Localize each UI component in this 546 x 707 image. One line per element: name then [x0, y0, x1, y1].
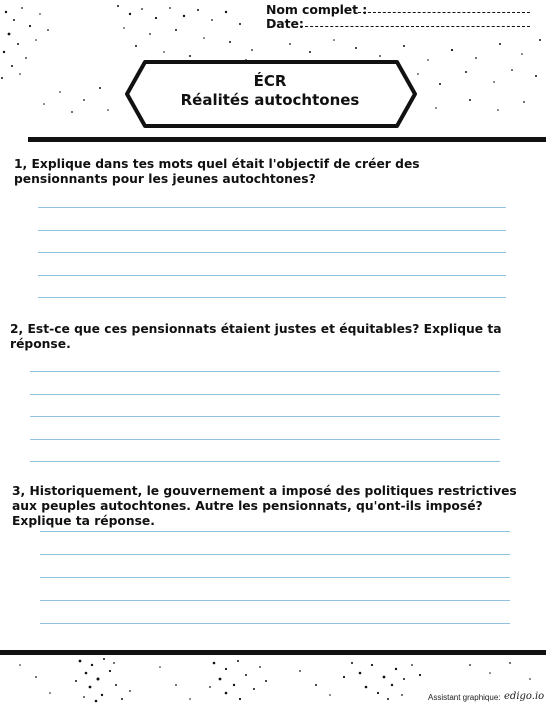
answer-line[interactable]	[40, 600, 510, 601]
answer-line[interactable]	[40, 531, 510, 532]
question-2-text: 2, Est-ce que ces pensionnats étaient justes et équitables? Explique ta réponse.	[10, 322, 502, 351]
footer-credit-label: Assistant graphique:	[428, 693, 501, 702]
date-field-line[interactable]	[300, 26, 530, 27]
top-divider	[28, 137, 546, 142]
answer-line[interactable]	[40, 577, 510, 578]
footer-brand-logo[interactable]: edigo.io	[504, 691, 545, 702]
answer-line[interactable]	[30, 416, 500, 417]
answer-line[interactable]	[38, 297, 506, 298]
answer-line[interactable]	[40, 554, 510, 555]
answer-line[interactable]	[30, 394, 500, 395]
title-line-2: Réalités autochtones	[180, 91, 360, 109]
answer-line[interactable]	[38, 275, 506, 276]
answer-line[interactable]	[38, 207, 506, 208]
question-1-text: 1, Explique dans tes mots quel était l'objectif de créer des pensionnants pour les jeunes autochtones?	[14, 157, 420, 186]
answer-line[interactable]	[30, 371, 500, 372]
name-field-line[interactable]	[358, 12, 530, 13]
answer-line[interactable]	[30, 461, 500, 462]
answer-line[interactable]	[30, 439, 500, 440]
date-field-label: Date:	[266, 16, 304, 31]
answer-line[interactable]	[38, 252, 506, 253]
footer-credit	[424, 690, 545, 704]
title-line-1: ÉCR	[253, 72, 287, 90]
name-field-label: Nom complet :	[266, 2, 368, 17]
answer-line[interactable]	[40, 623, 510, 624]
answer-line[interactable]	[38, 230, 506, 231]
question-3-text: 3, Historiquement, le gouvernement a imposé des politiques restrictives aux peuples autochtones. Autre les pensionnats, qu'ont-ils imposé? Explique ta réponse.	[12, 484, 517, 528]
